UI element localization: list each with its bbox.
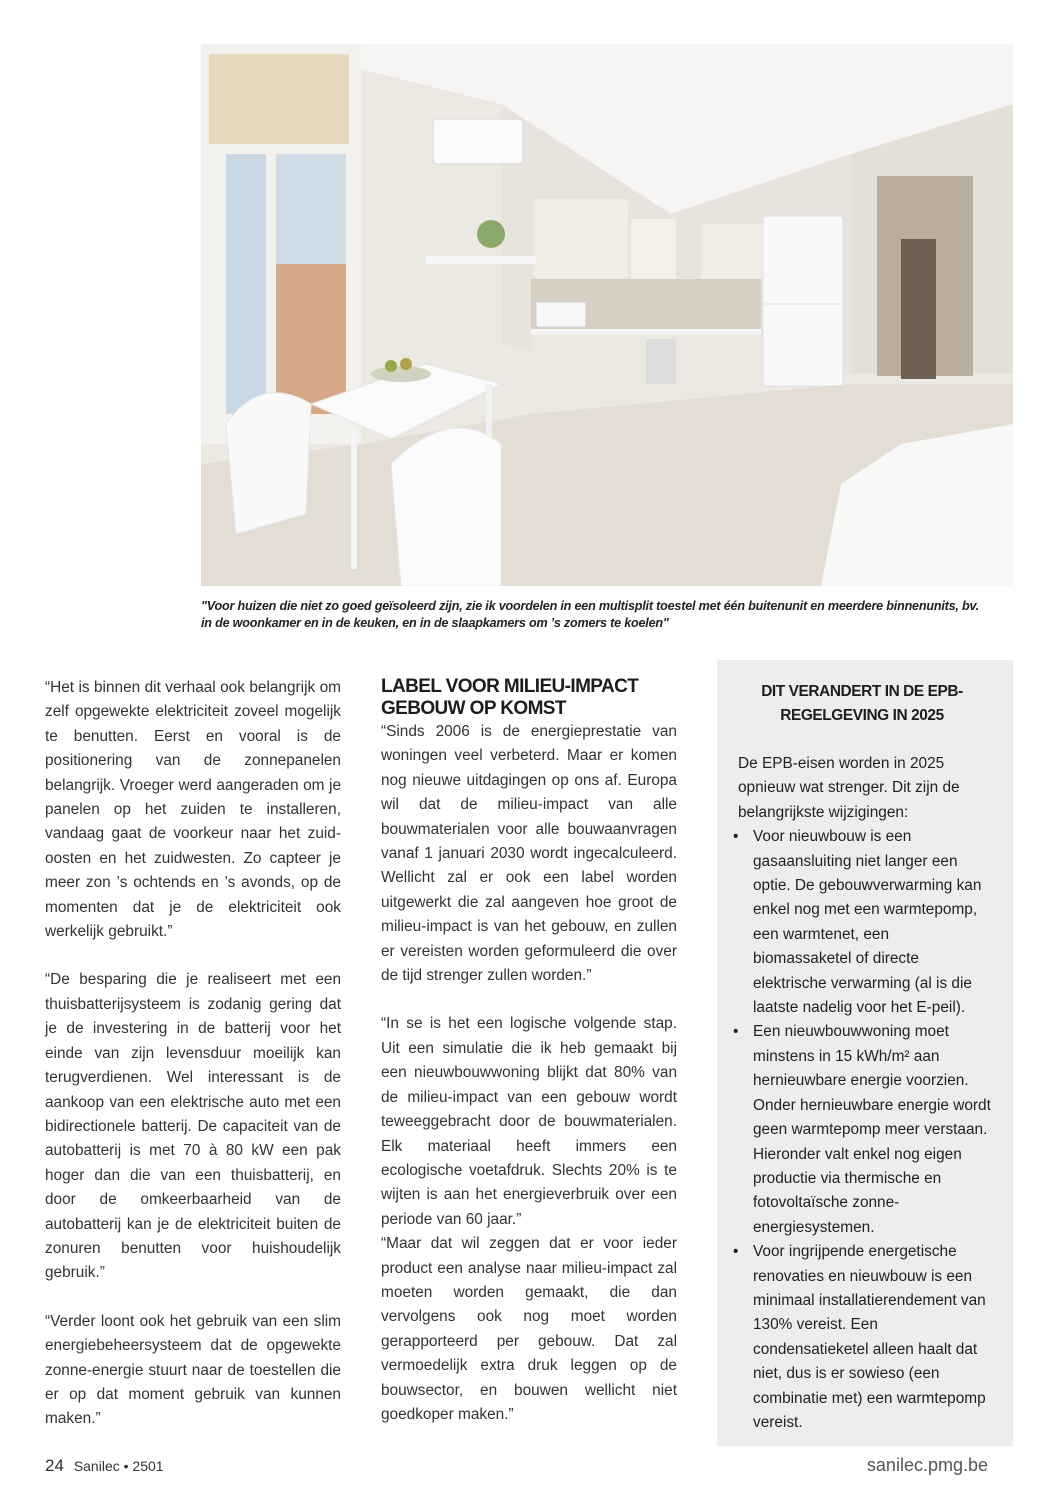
kitchen-illustration [201,44,1013,586]
list-item-text: Voor ingrijpende energetische renovaties en nieuwbouw is een minimaal installatierendement van 130% vereist. Een condensatieketel alleen haalt dat niet, dus is er sowieso (een combinatie met) een warmtepomp vereist. [753,1243,986,1431]
paragraph: “De besparing die je realiseert met een thuisbatterijsysteem is zodanig gering dat je de investering in de batterij voor het einde van zijn levensduur moeilijk kan terugverdienen. Wel interessant is de aankoop van een elektrische auto met een bidirectionele batterij. De capaciteit van de autobatterij is met 70 à 80 kW een pak hoger dan die van een thuisbatterij, en door de omkeerbaarheid van de autobatterij kan je de elektriciteit buiten de zonuren benutten voor huishoudelijk gebruik.” [45,971,341,1282]
page-number: 24 [45,1456,64,1475]
list-item-text: Een nieuwbouwwoning moet minstens in 15 kWh/m² aan hernieuwbare energie voorzien. Onder hernieuwbare energie wordt geen warmtepomp meer verstaan. Hieronder valt enkel nog eigen productie via thermische en fotovoltaïsche zonne-energiesystemen. [753,1023,991,1236]
list-item [733,1020,991,1240]
section-heading: LABEL VOOR MILIEU-IMPACT GEBOUW OP KOMST [381,676,639,719]
list-item-text: Voor nieuwbouw is een gasaansluiting niet langer een optie. De gebouwverwarming kan enkel nog met een warmtepomp, een warmtenet, een biomassaketel of directe elektrische verwarming (al is die laatste nadelig voor het E-peil). [753,828,982,1017]
list-item [733,1240,991,1435]
sidebar-intro: De EPB-eisen worden in 2025 opnieuw wat strenger. Dit zijn de belangrijkste wijzigingen: [738,755,960,821]
sidebar-list [733,825,991,1435]
paragraph: “Verder loont ook het gebruik van een slim energiebeheersysteem dat de opgewekte zonne-energie stuurt naar de toestellen die er op dat moment gebruik van kunnen maken.” [45,1312,341,1428]
article-column-2 [381,676,677,1427]
article-column-1 [45,676,341,1432]
sidebar-heading: DIT VERANDERT IN DE EPB-REGELGEVING IN 2025 [761,683,963,724]
bullet-icon: • [733,1023,739,1041]
website-link[interactable]: sanilec.pmg.be [866,1455,988,1475]
footer-left [45,1456,164,1476]
list-item [733,825,991,1020]
paragraph: “In se is het een logische volgende stap. Uit een simulatie die ik heb gemaakt bij een nieuwbouwwoning blijkt dat 80% van de milieu-impact van een gebouw wordt teweeggebracht door de bouwmaterialen. Elk materiaal heeft immers een ecologische voetafdruk. Slechts 20% is te wijten is aan het energieverbruik over een periode van 60 jaar.” [381,1015,677,1228]
paragraph: “Maar dat wil zeggen dat er voor ieder product een analyse naar milieu-impact zal moeten worden gemaakt, die dan vervolgens ook nog moet worden gerapporteerd per gebouw. Dat zal vermoedelijk extra druk leggen op de bouwsector, en bouwen wellicht niet goedkoper maken.” [381,1235,677,1423]
photo-caption: "Voor huizen die niet zo goed geïsoleerd zijn, zie ik voordelen in een multisplit toestel met één buitenunit en meerdere binnenunits, bv. in de woonkamer en in de keuken, en in de slaapkamers om ’s zomers te koelen" [201,599,979,630]
paragraph: “Het is binnen dit verhaal ook belangrijk om zelf opgewekte elektriciteit zoveel mogelijk te benutten. Eerst en vooral is de positionering van de zonnepanelen belangrijk. Vroeger werd aangeraden om je panelen op het zuiden te installeren, vandaag gaat de voorkeur naar het zuid-oosten en het zuidwesten. Zo capteer je meer zon ’s ochtends en ’s avonds, op de momenten dat je de elektriciteit ook werkelijk gebruikt.” [45,679,341,941]
bullet-icon: • [733,828,739,846]
publication-name: Sanilec • 2501 [73,1458,164,1474]
paragraph: “Sinds 2006 is de energieprestatie van woningen veel verbeterd. Maar er komen nog nieuwe uitdagingen op ons af. Europa wil dat de milieu-impact van alle bouwmaterialen voor alle bouwaanvragen vanaf 1 januari 2030 wordt ingecalculeerd. Wellicht zal er ook een label worden uitgewerkt die zal aangeven hoe groot de milieu-impact is van het gebouw, en zullen er vereisten worden geformuleerd die over de tijd strenger zullen worden.” [381,723,677,985]
bullet-icon: • [733,1243,739,1261]
epb-sidebar-box [717,660,1013,1446]
kitchen-photo [201,44,1013,586]
